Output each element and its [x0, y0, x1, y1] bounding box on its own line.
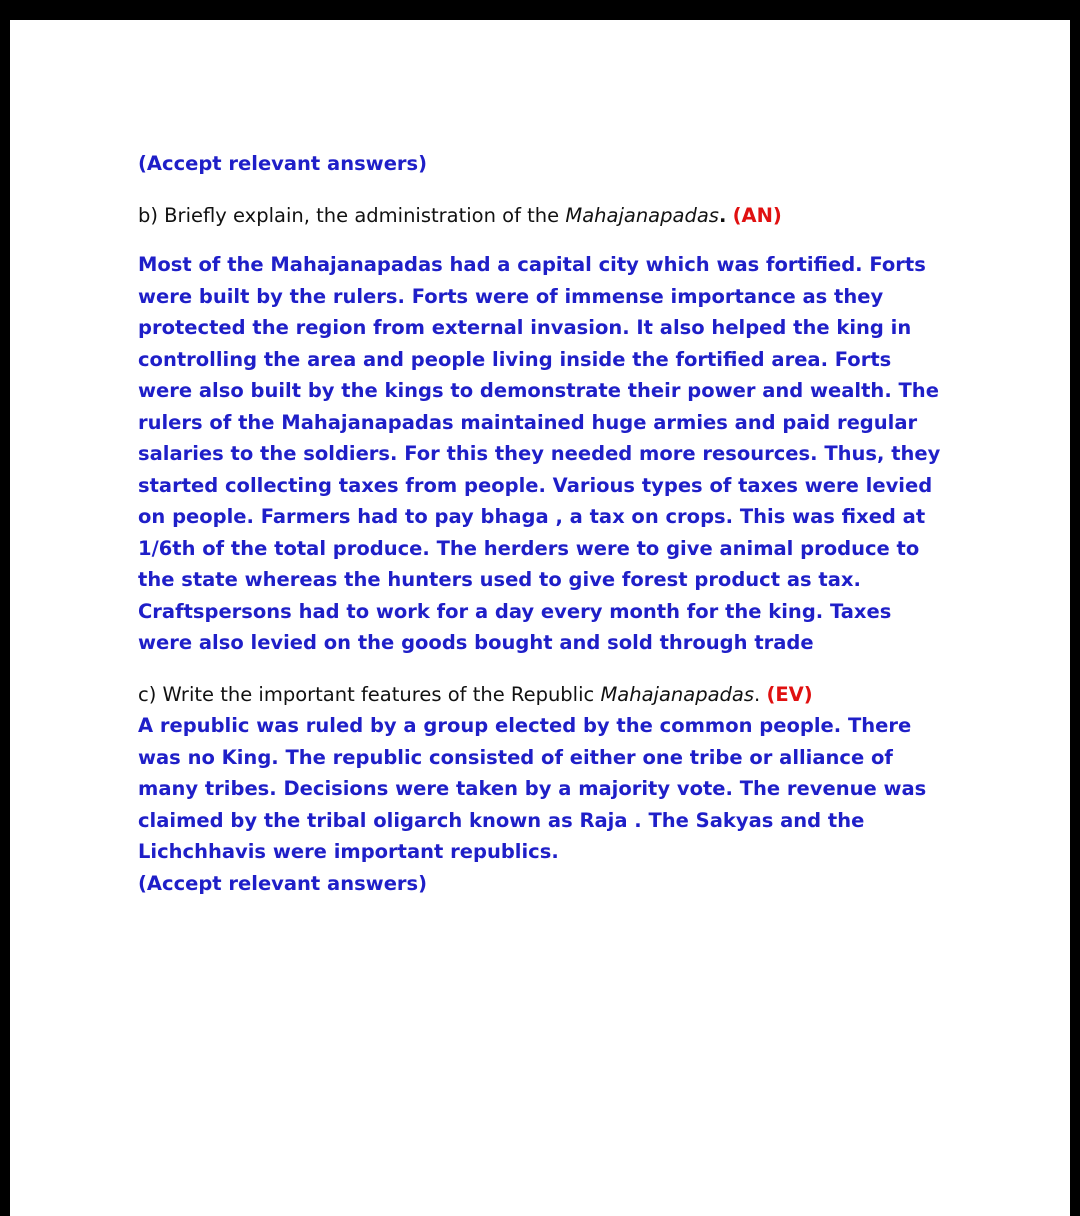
document-page	[10, 20, 1070, 1216]
bottom-accept-note: (Accept relevant answers)	[138, 871, 428, 895]
question-c-tag: (EV)	[766, 682, 813, 706]
question-b-term: Mahajanapadas	[565, 203, 719, 227]
question-c-dot: .	[754, 682, 761, 706]
question-c-text: c) Write the important features of the Republic	[138, 682, 601, 706]
question-b-dot: .	[718, 203, 727, 227]
answer-b: Most of the Mahajanapadas had a capital city which was fortified. Forts were built by the rulers. Forts were of immense importance as they protected the region from external invasion. It also helped the king in controlling the area and people living inside the fortified area. Forts were also built by the kings to demonstrate their power and wealth. The rulers of the Mahajanapadas maintained huge armies and paid regular salaries to the soldiers. For this they needed more resources. Thus, they started collecting taxes from people. Various types of taxes were levied on people. Farmers had to pay bhaga , a tax on crops. This was fixed at 1/6th of the total produce. The herders were to give animal produce to the state whereas the hunters used to give forest product as tax. Craftspersons had to work for a day every month for the king. Taxes were also levied on the goods bought and sold through trade	[138, 253, 941, 654]
question-c-term: Mahajanapadas	[600, 682, 755, 706]
document-content	[138, 148, 948, 899]
question-b	[138, 200, 948, 232]
question-c	[138, 679, 948, 711]
top-accept-note: (Accept relevant answers)	[138, 152, 428, 175]
question-b-tag: (AN)	[732, 203, 782, 227]
answer-c: A republic was ruled by a group elected by the common people. There was no King. The republic consisted of either one tribe or alliance of many tribes. Decisions were taken by a majority vote. The revenue was claimed by the tribal oligarch known as Raja . The Sakyas and the Lichchhavis were important republics.	[138, 714, 927, 863]
question-b-text: b) Briefly explain, the administration of the	[138, 203, 566, 227]
